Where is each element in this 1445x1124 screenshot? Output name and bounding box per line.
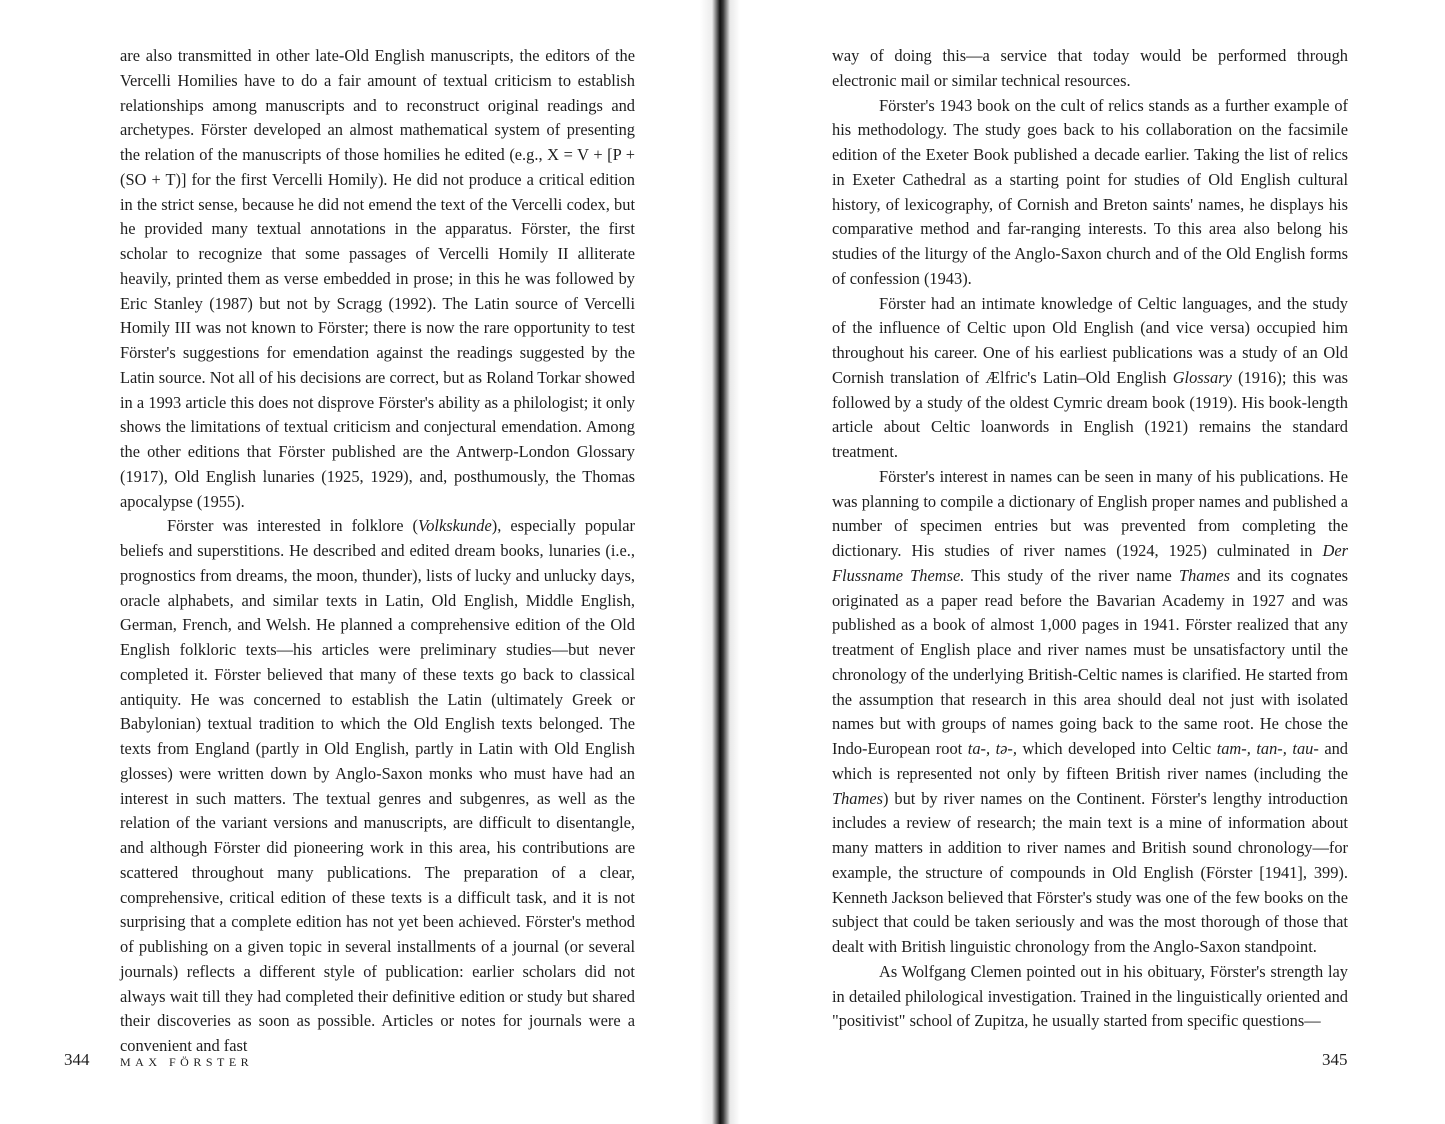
left-paragraph-1: are also transmitted in other late-Old English manuscripts, the editors of the Vercelli Homilies have to do a fair amount of textual criticism to establish relationships among manuscripts and to reconstruct original readings and archetypes. Förster developed an almost mathematical system of presenting the relation of the manuscripts of those homilies he edited (e.g., X = V + [P + (SO + T)] for the first Vercelli Homily). He did not produce a critical edition in the strict sense, because he did not emend the text of the Vercelli codex, but he provided many textual annotations in the apparatus. Förster, the first scholar to recognize that some passages of Vercelli Homily II alliterate heavily, printed them as verse embedded in prose; in this he was followed by Eric Stanley (1987) but not by Scragg (1992). The Latin source of Vercelli Homily III was not known to Förster; there is now the rare opportunity to test Förster's suggestions for emendation against the readings suggested by the Latin source. Not all of his decisions are correct, but as Roland Torkar showed in a 1993 article this does not disprove Förster's ability as a philologist; it only shows the limitations of textual criticism and conjectural emendation. Among the other editions that Förster published are the Antwerp-London Glossary (1917), Old English lunaries (1925, 1929), and, posthumously, the Thomas apocalypse (1955). [120, 46, 635, 511]
right-paragraph-2: Förster's 1943 book on the cult of relics stands as a further example of his methodology. The study goes back to his collaboration on the facsimile edition of the Exeter Book published a decade earlier. Taking the list of relics in Exeter Cathedral as a starting point for studies of Old English cultural history, of lexicography, of Cornish and Breton saints' names, he displays his comparative method and far-ranging interests. To this area also belong his studies of the liturgy of the Anglo-Saxon church and of the Old English forms of confession (1943). [832, 95, 1348, 288]
right-page-body [832, 44, 1348, 1034]
right-paragraph-1: way of doing this—a service that today would be performed through electronic mail or similar technical resources. [832, 46, 1348, 90]
running-head: MAX FÖRSTER [120, 1055, 254, 1069]
book-gutter [700, 0, 740, 1124]
right-paragraph-5: As Wolfgang Clemen pointed out in his obituary, Förster's strength lay in detailed philological investigation. Trained in the linguistically oriented and "positivist" school of Zupitza, he usually started from specific questions— [832, 961, 1348, 1031]
left-page-body [120, 44, 635, 1059]
right-paragraph-4: Förster's interest in names can be seen in many of his publications. He was planning to compile a dictionary of English proper names and published a number of specimen entries but was prevented from completing the dictionary. His studies of river names (1924, 1925) culminated in Der Flussname Themse. This study of the river name Thames and its cognates originated as a paper read before the Bavarian Academy in 1927 and was published as a book of almost 1,000 pages in 1941. Förster realized that any treatment of English place and river names must be unsatisfactory until the chronology of the underlying British-Celtic names is clarified. He started from the assumption that research in this area should deal not just with isolated names but with groups of names going back to the same root. He chose the Indo-European root ta-, tə-, which developed into Celtic tam-, tan-, tau- and which is represented not only by fifteen British river names (including the Thames) but by river names on the Continent. Förster's lengthy introduction includes a review of research; the main text is a mine of information about many matters in addition to river names and British sound chronology—for example, the structure of compounds in Old English (Förster [1941], 399). Kenneth Jackson believed that Förster's study was one of the few books on the subject that could be taken seriously and was the most thorough of those that dealt with British linguistic chronology from the Anglo-Saxon standpoint. [832, 466, 1348, 956]
left-paragraph-2: Förster was interested in folklore (Volkskunde), especially popular beliefs and superstitions. He described and edited dream books, lunaries (i.e., prognostics from dreams, the moon, thunder), lists of lucky and unlucky days, oracle alphabets, and similar texts in Latin, Old English, Middle English, German, French, and Welsh. He planned a comprehensive edition of the Old English folkloric texts—his articles were preliminary studies—but never completed it. Förster believed that many of these texts go back to classical antiquity. He was concerned to establish the Latin (ultimately Greek or Babylonian) textual tradition to which the Old English texts belonged. The texts from England (partly in Old English, partly in Latin with Old English glosses) were written down by Anglo-Saxon monks who must have had an interest in such matters. The textual genres and subgenres, as well as the relation of the variant versions and manuscripts, are difficult to disentangle, and although Förster did pioneering work in this area, his contributions are scattered throughout many publications. The preparation of a clear, comprehensive, critical edition of these texts is a difficult task, and it is not surprising that a complete edition has not yet been achieved. Förster's method of publishing on a given topic in several installments of a journal (or several journals) reflects a different style of publication: earlier scholars did not always wait till they had completed their definitive edition or study but shared their discoveries as soon as possible. Articles or notes for journals were a convenient and fast [120, 516, 635, 1055]
right-page [724, 0, 1445, 1124]
page-number-left: 344 [64, 1050, 90, 1069]
right-paragraph-3: Förster had an intimate knowledge of Celtic languages, and the study of the influence of Celtic upon Old English (and vice versa) occupied him throughout his career. One of his earliest publications was a study of an Old Cornish translation of Ælfric's Latin–Old English Glossary (1916); this was followed by a study of the oldest Cymric dream book (1919). His book-length article about Celtic loanwords in English (1921) remains the standard treatment. [832, 293, 1348, 461]
left-page [0, 0, 716, 1124]
page-number-right: 345 [1322, 1050, 1348, 1069]
